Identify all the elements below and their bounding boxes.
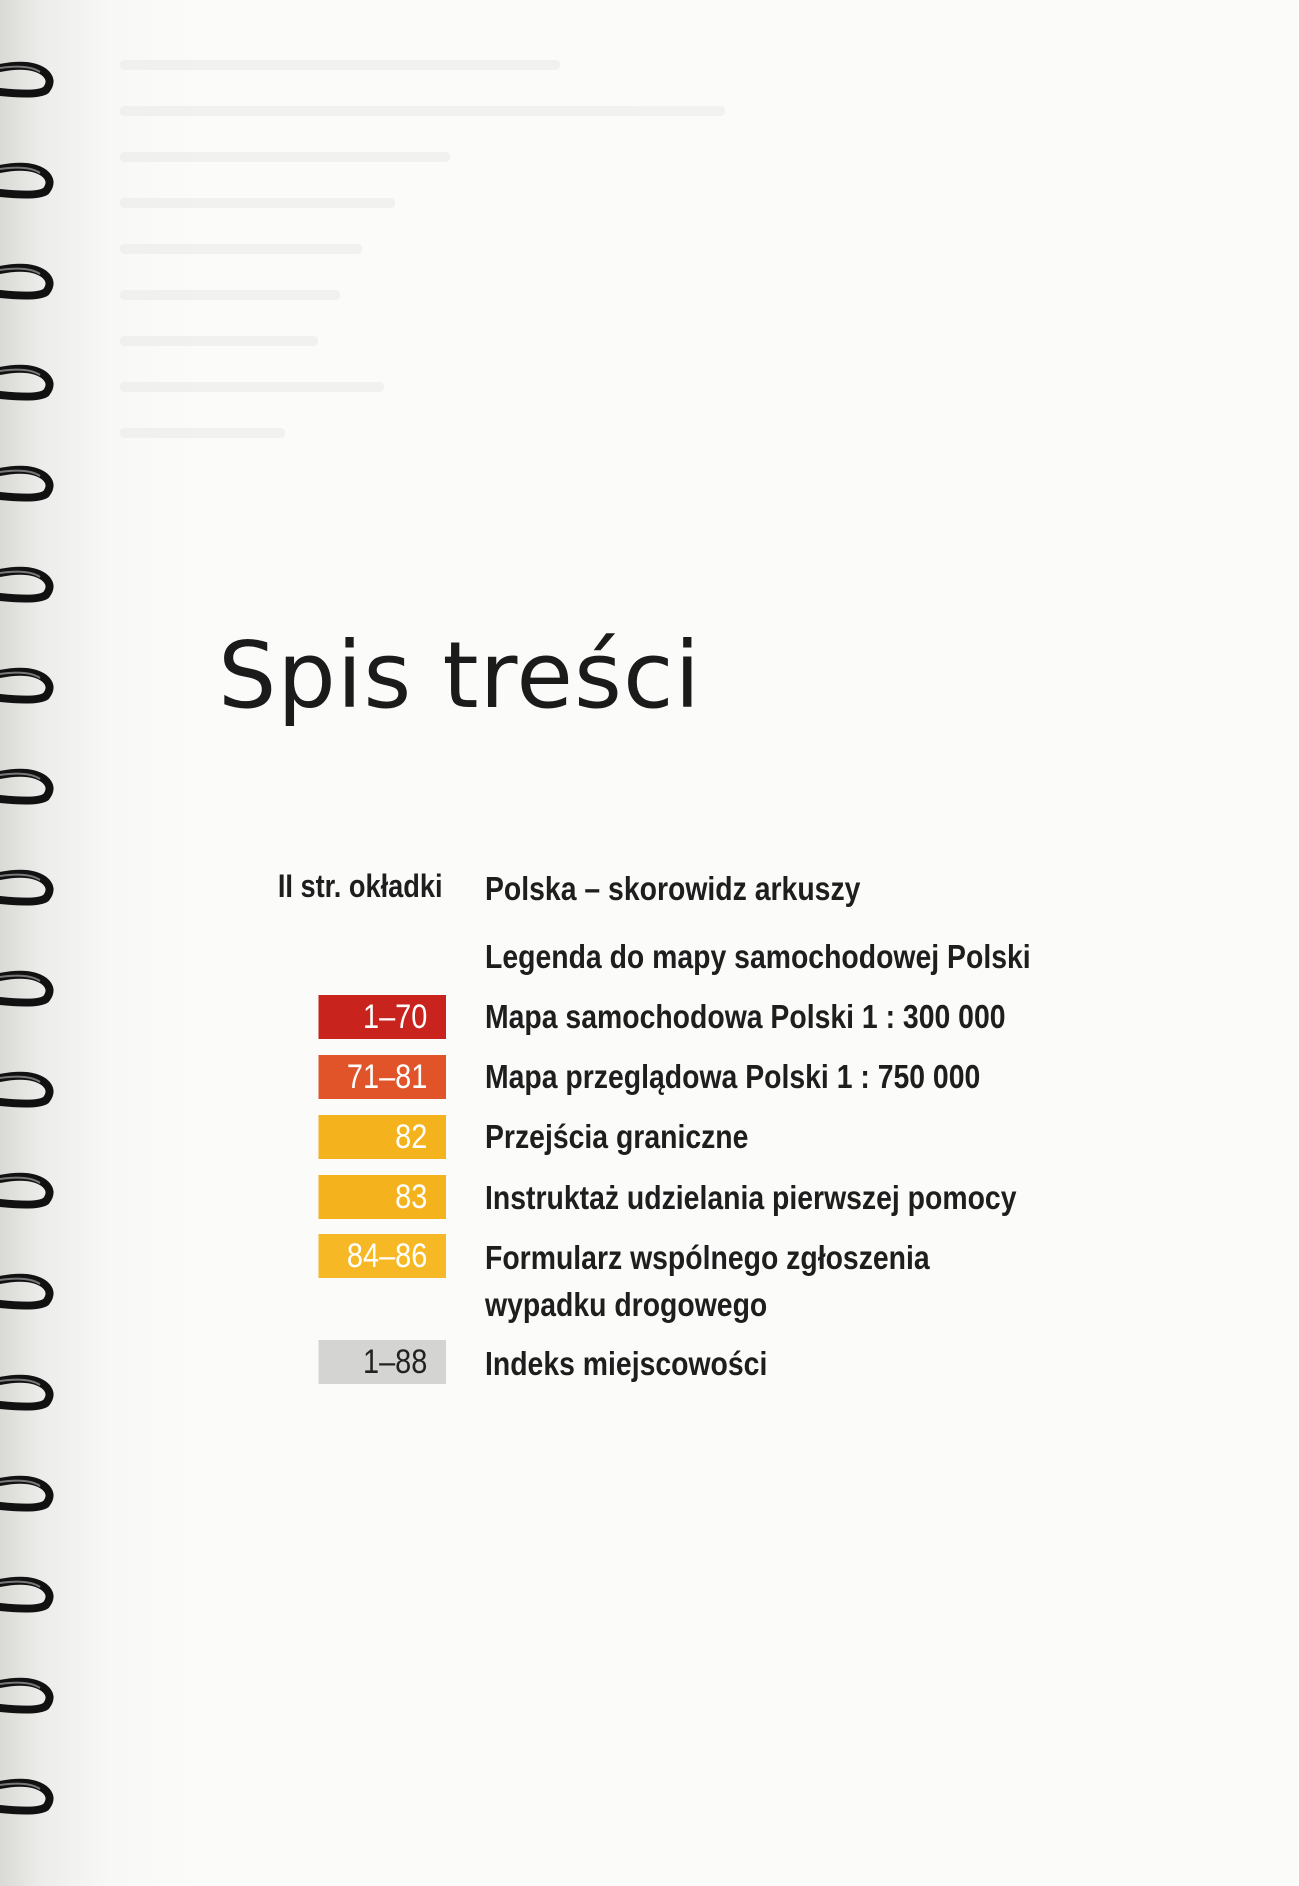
toc-pages-road-map: 1–70 [319, 995, 447, 1039]
toc-label-border-crossings: Przejścia graniczne [485, 1118, 749, 1155]
toc-label-legend: Legenda do mapy samochodowej Polski [485, 938, 1031, 975]
toc-label-accident-form-line2: wypadku drogowego [485, 1286, 768, 1323]
toc-label-first-aid: Instruktaż udzielania pierwszej pomocy [485, 1179, 1017, 1216]
page-title: Spis treści [218, 622, 702, 729]
toc-label-overview-map: Mapa przeglądowa Polski 1 : 750 000 [485, 1058, 981, 1095]
toc-label-index-sheets: Polska – skorowidz arkuszy [485, 870, 861, 907]
toc-pages-accident-form: 84–86 [319, 1234, 447, 1278]
toc-label-place-index: Indeks miejscowości [485, 1345, 768, 1382]
toc-pages-cover: II str. okładki [277, 868, 443, 904]
toc-pages-overview-map: 71–81 [319, 1055, 447, 1099]
toc-pages-first-aid: 83 [319, 1175, 447, 1219]
toc-label-accident-form: Formularz wspólnego zgłoszenia [485, 1239, 930, 1276]
toc-pages-border-crossings: 82 [319, 1115, 447, 1159]
toc-pages-place-index: 1–88 [319, 1340, 447, 1384]
toc-label-road-map: Mapa samochodowa Polski 1 : 300 000 [485, 998, 1006, 1035]
